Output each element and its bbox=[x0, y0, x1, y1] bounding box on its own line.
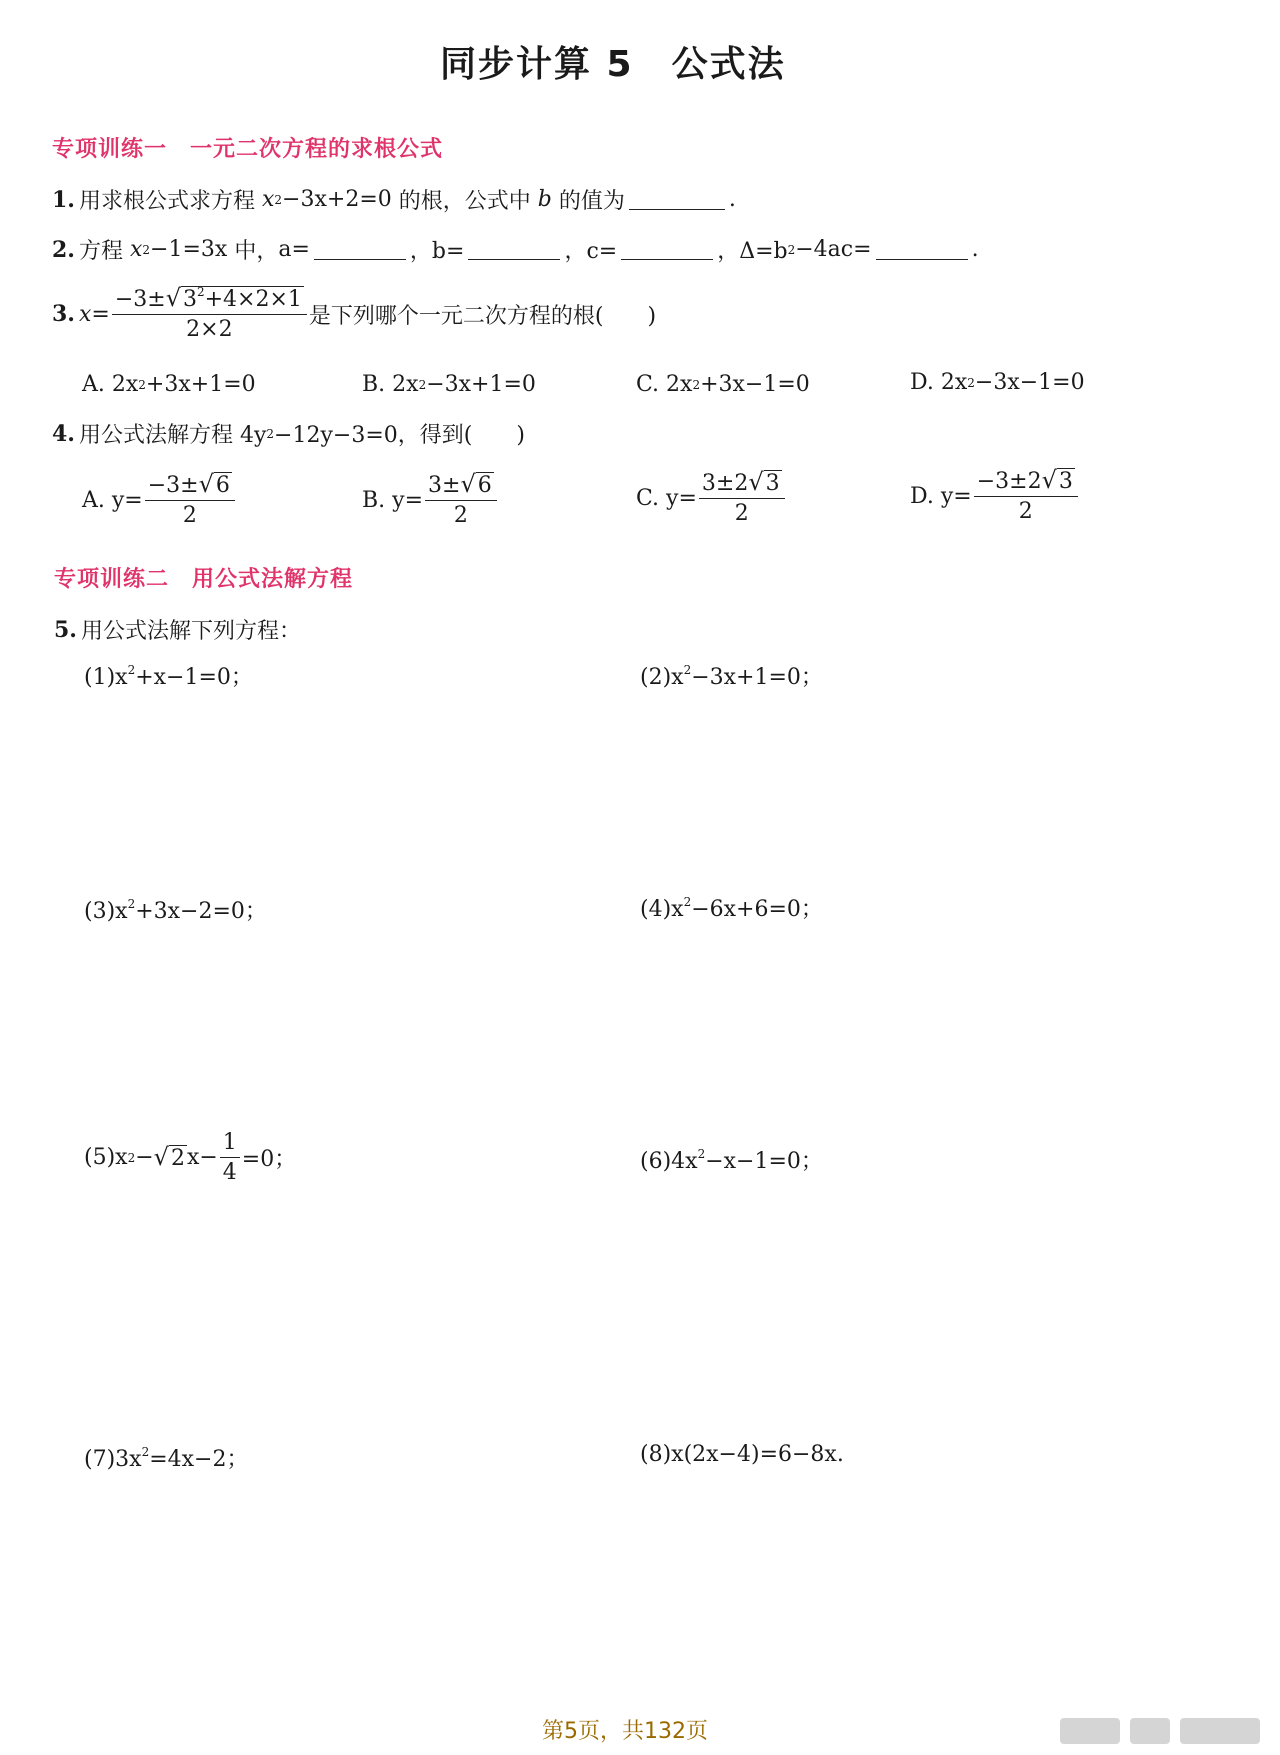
option-label: C. 2x bbox=[636, 372, 693, 397]
subproblem-text: (7)3x bbox=[84, 1447, 142, 1472]
exponent: 2 bbox=[127, 897, 136, 911]
q4-option-b[interactable] bbox=[362, 472, 499, 528]
denominator: 2 bbox=[1018, 499, 1033, 524]
numerator-text: −3± bbox=[147, 473, 199, 498]
question-text: 用求根公式求方程 bbox=[78, 189, 255, 214]
numerator-text: 3±2 bbox=[701, 471, 749, 496]
subproblem-text: −3x+1=0； bbox=[691, 665, 823, 690]
numerator-text: 3± bbox=[428, 473, 461, 498]
answer-blank-c[interactable] bbox=[621, 239, 713, 260]
exponent: 2 bbox=[196, 285, 205, 299]
exponent: 2 bbox=[683, 895, 692, 909]
numerator bbox=[974, 468, 1078, 497]
question-text: 方程 bbox=[78, 239, 123, 264]
period: . bbox=[728, 187, 736, 212]
exponent: 2 bbox=[127, 663, 136, 677]
radical-sign: √ bbox=[1041, 466, 1057, 494]
fraction bbox=[699, 470, 785, 526]
denominator: 4 bbox=[222, 1160, 237, 1185]
label-c: ，c= bbox=[564, 239, 618, 264]
denominator: 2 bbox=[182, 503, 197, 528]
answer-blank-a[interactable] bbox=[314, 239, 406, 260]
subproblem-2 bbox=[640, 660, 823, 691]
label-a: a= bbox=[278, 237, 310, 262]
option-label: C. y= bbox=[636, 485, 697, 511]
q3-option-d[interactable]: D. 2x 2 −3x−1=0 bbox=[910, 370, 1085, 395]
subproblem-text: −x−1=0； bbox=[705, 1149, 823, 1174]
denominator: 2 bbox=[734, 501, 749, 526]
numerator: 1 bbox=[220, 1130, 240, 1158]
option-rest: +3x+1=0 bbox=[145, 372, 256, 397]
page-footer: 第5页，共132页 bbox=[542, 1719, 708, 1744]
exponent: 2 bbox=[697, 1147, 706, 1161]
numerator bbox=[145, 472, 235, 501]
subproblem-1 bbox=[84, 660, 253, 691]
label-b: ，b= bbox=[409, 239, 465, 264]
question-number: 3. bbox=[52, 301, 75, 327]
denominator: 2×2 bbox=[186, 317, 233, 342]
subproblem-text: (4)x bbox=[640, 897, 684, 922]
radical-sign: √ bbox=[198, 470, 214, 498]
question-3 bbox=[52, 286, 656, 342]
radical-sign: √ bbox=[165, 284, 181, 312]
q3-option-b[interactable]: B. 2x 2 −3x+1=0 bbox=[362, 372, 536, 397]
question-5 bbox=[54, 614, 301, 645]
radicand-rest: +4×2×1 bbox=[204, 287, 302, 312]
radicand: 6 bbox=[477, 473, 492, 498]
answer-blank-b[interactable] bbox=[468, 239, 560, 260]
fraction bbox=[112, 286, 307, 342]
denominator: 2 bbox=[453, 503, 468, 528]
subproblem-text: (3)x bbox=[84, 899, 128, 924]
option-label: A. 2x bbox=[82, 372, 139, 397]
question-text: −12y−3=0，得到( ) bbox=[274, 423, 525, 448]
option-rest: −3x−1=0 bbox=[974, 370, 1085, 395]
option-label: B. 2x bbox=[362, 372, 419, 397]
section-heading-1: 专项训练一 一元二次方程的求根公式 bbox=[52, 137, 444, 162]
sqrt bbox=[1042, 468, 1075, 494]
subproblem-text: (1)x bbox=[84, 665, 128, 690]
numerator-text: −3±2 bbox=[976, 469, 1042, 494]
q4-option-d[interactable] bbox=[910, 468, 1080, 524]
fraction bbox=[220, 1130, 240, 1185]
sqrt bbox=[166, 286, 304, 312]
numerator bbox=[699, 470, 785, 499]
subproblem-text: =4x−2； bbox=[149, 1447, 249, 1472]
section-heading-2: 专项训练二 用公式法解方程 bbox=[54, 567, 354, 592]
option-rest: −3x+1=0 bbox=[426, 372, 536, 397]
subproblem-text: (8)x(2x−4)=6−8x. bbox=[640, 1442, 844, 1467]
numerator-text: −3± bbox=[114, 287, 166, 312]
option-rest: +3x−1=0 bbox=[700, 372, 810, 397]
variable: b bbox=[537, 187, 552, 212]
numerator bbox=[425, 472, 497, 501]
variable: x bbox=[261, 187, 275, 212]
option-label: B. y= bbox=[362, 487, 424, 513]
exponent: 2 bbox=[141, 1445, 150, 1459]
question-4: 4. 用公式法解方程 4y 2 −12y−3=0，得到( ) bbox=[52, 418, 525, 449]
question-number: 4. bbox=[52, 420, 75, 447]
question-number: 2. bbox=[52, 236, 75, 263]
q3-option-a[interactable]: A. 2x 2 +3x+1=0 bbox=[82, 372, 256, 397]
radicand: 2 bbox=[170, 1145, 185, 1171]
watermark-icon bbox=[1180, 1718, 1260, 1744]
subproblem-text: +x−1=0； bbox=[135, 665, 253, 690]
watermark-icon bbox=[1130, 1718, 1170, 1744]
option-label: D. 2x bbox=[910, 370, 968, 395]
question-text: 用公式法解下列方程： bbox=[80, 619, 301, 644]
radicand: 3 bbox=[765, 471, 780, 496]
equation-rest: −1=3x bbox=[150, 237, 228, 262]
label-delta: ，Δ=b bbox=[717, 239, 788, 264]
q4-option-c[interactable] bbox=[636, 470, 787, 526]
question-number: 1. bbox=[52, 186, 75, 213]
period: . bbox=[971, 237, 979, 262]
sqrt bbox=[748, 470, 781, 496]
question-text: 的根，公式中 bbox=[398, 189, 531, 214]
question-2: 2. 方程 x 2 −1=3x 中， a= ，b= ，c= ，Δ=b 2 −4ac= . bbox=[52, 234, 979, 265]
subproblem-text: x− bbox=[186, 1145, 218, 1170]
radical-sign: √ bbox=[748, 468, 764, 496]
watermark-icon bbox=[1060, 1718, 1120, 1744]
sqrt bbox=[199, 472, 232, 498]
radicand: 3 bbox=[1058, 469, 1073, 494]
subproblem-5: (5)x 2 − √ 2 x− $\frac{1}{4}$ =0； bbox=[84, 1130, 297, 1185]
subproblem-text: − bbox=[135, 1145, 154, 1170]
option-label: D. y= bbox=[910, 483, 972, 509]
subproblem-text: −6x+6=0； bbox=[691, 897, 823, 922]
subproblem-8 bbox=[640, 1442, 844, 1467]
subproblem-4 bbox=[640, 892, 823, 923]
question-number: 5. bbox=[54, 616, 77, 643]
question-text: 中， bbox=[234, 239, 279, 264]
equation-rest: −3x+2=0 bbox=[282, 187, 392, 212]
page-title: 同步计算 5 公式法 bbox=[440, 44, 786, 85]
sqrt bbox=[153, 1142, 187, 1171]
subproblem-3 bbox=[84, 894, 267, 925]
q3-option-c[interactable]: C. 2x 2 +3x−1=0 bbox=[636, 372, 810, 397]
delta-rest: −4ac= bbox=[795, 237, 872, 262]
subproblem-6 bbox=[640, 1144, 823, 1175]
answer-blank-delta[interactable] bbox=[876, 239, 968, 260]
subproblem-text: (5)x bbox=[84, 1145, 128, 1170]
exponent: 2 bbox=[683, 663, 692, 677]
radicand: 6 bbox=[215, 473, 230, 498]
option-label: A. y= bbox=[82, 487, 143, 513]
lhs: x= bbox=[78, 301, 110, 327]
radical-sign: √ bbox=[153, 1142, 169, 1171]
radical-sign: √ bbox=[460, 470, 476, 498]
subproblem-text: (2)x bbox=[640, 665, 684, 690]
subproblem-text: +3x−2=0； bbox=[135, 899, 267, 924]
question-1: 1. 用求根公式求方程 x 2 −3x+2=0 的根，公式中 b 的值为 . bbox=[52, 184, 736, 215]
variable: x bbox=[129, 237, 143, 262]
fraction bbox=[425, 472, 497, 528]
numerator bbox=[112, 286, 307, 315]
question-text: 是下列哪个一元二次方程的根( ) bbox=[308, 303, 657, 329]
answer-blank[interactable] bbox=[629, 189, 725, 210]
subproblem-text: (6)4x bbox=[640, 1149, 698, 1174]
q4-option-a[interactable] bbox=[82, 472, 237, 528]
sqrt bbox=[460, 472, 493, 498]
fraction bbox=[145, 472, 235, 528]
question-text: 用公式法解方程 4y bbox=[78, 423, 267, 448]
fraction bbox=[974, 468, 1078, 524]
subproblem-text: =0； bbox=[241, 1147, 297, 1172]
radicand-base: 3 bbox=[182, 287, 197, 312]
radicand bbox=[181, 286, 304, 312]
question-text: 的值为 bbox=[558, 189, 625, 214]
subproblem-7 bbox=[84, 1442, 249, 1473]
